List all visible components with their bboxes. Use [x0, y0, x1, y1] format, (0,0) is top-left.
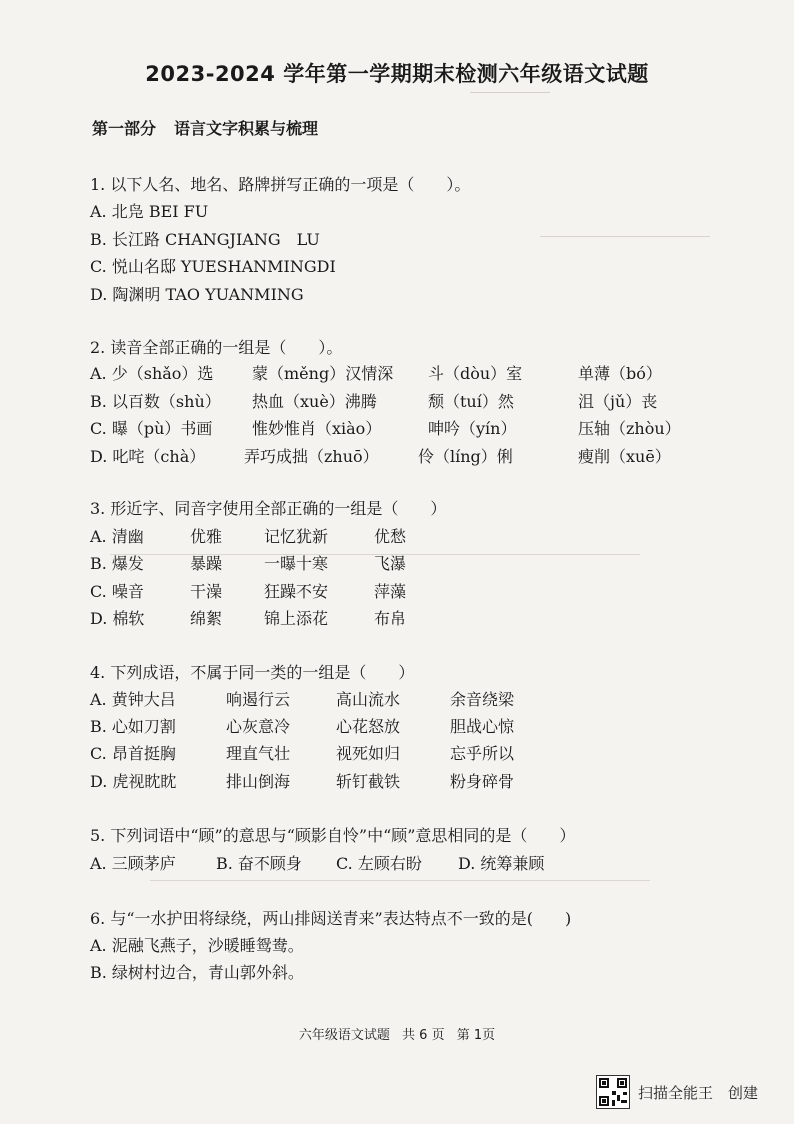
question-4-option: 粉身碎骨: [450, 772, 515, 791]
question-3-option: 萍藻: [374, 582, 407, 601]
question-3-option: C. 噪音: [90, 582, 144, 601]
question-5-option: C. 左顾右盼: [336, 854, 422, 873]
bleed-through-shadow: [150, 880, 650, 891]
question-2-option: 蒙（měng）汉情深: [252, 364, 394, 383]
exam-title: 2023-2024 学年第一学期期末检测六年级语文试题: [145, 62, 649, 86]
question-4-option: 理直气壮: [226, 744, 291, 763]
question-3-option: B. 爆发: [90, 554, 144, 573]
bleed-through-shadow: [540, 236, 710, 247]
question-2-option: 热血（xuè）沸腾: [252, 392, 377, 411]
question-5-stem: 5. 下列词语中“顾”的意思与“顾影自怜”中“顾”意思相同的是（ ）: [90, 826, 576, 845]
question-5-option: A. 三顾茅庐: [90, 854, 176, 873]
question-2-option: 呻吟（yín）: [428, 419, 517, 438]
question-4-option: 忘乎所以: [450, 744, 515, 763]
question-4-option: 心花怒放: [336, 717, 401, 736]
question-3-option: 布帛: [374, 609, 407, 628]
question-2-option: 颓（tuí）然: [428, 392, 514, 411]
question-3-option: 绵絮: [190, 609, 223, 628]
question-2-option: 瘦削（xuē）: [578, 447, 671, 466]
question-2-option: C. 曝（pù）书画: [90, 419, 213, 438]
question-2-option: B. 以百数（shù）: [90, 392, 221, 411]
section-name: 语言文字积累与梳理: [174, 119, 319, 138]
question-2-option: 弄巧成拙（zhuō）: [244, 447, 379, 466]
question-4-option: 响遏行云: [226, 690, 291, 709]
question-4-option: 排山倒海: [226, 772, 291, 791]
question-6-option-a: A. 泥融飞燕子，沙暖睡鸳鸯。: [90, 936, 304, 955]
question-3-option: A. 清幽: [90, 527, 144, 546]
footer-subject: 六年级语文试题: [298, 1028, 390, 1043]
question-5-option: B. 奋不顾身: [216, 854, 302, 873]
question-4-option: B. 心如刀割: [90, 717, 176, 736]
question-4-option: C. 昂首挺胸: [90, 744, 176, 763]
question-3-option: 优愁: [374, 527, 407, 546]
question-3-option: D. 棉软: [90, 609, 145, 628]
section-label: 第一部分: [92, 119, 157, 138]
question-4-option: 心灰意冷: [226, 717, 291, 736]
scanner-watermark: [596, 1074, 758, 1110]
question-2-option: 伶（líng）俐: [418, 447, 513, 466]
question-3-stem: 3. 形近字、同音字使用全部正确的一组是（ ）: [90, 499, 447, 518]
question-2-option: A. 少（shǎo）选: [90, 364, 214, 383]
question-3-option: 狂躁不安: [264, 582, 329, 601]
question-6-option-b: B. 绿树村边合，青山郭外斜。: [90, 963, 304, 982]
question-4-option: 视死如归: [336, 744, 401, 763]
question-5-option: D. 统筹兼顾: [458, 854, 545, 873]
question-2-option: D. 叱咤（chà）: [90, 447, 206, 466]
question-2-stem: 2. 读音全部正确的一组是（ ）。: [90, 338, 343, 357]
question-2-option: 惟妙惟肖（xiào）: [252, 419, 382, 438]
question-4-option: A. 黄钟大吕: [90, 690, 176, 709]
question-4-option: 胆战心惊: [450, 717, 515, 736]
footer-page-number: 第 1页: [456, 1028, 496, 1043]
question-1-option-c: C. 悦山名邸 YUESHANMINGDI: [90, 257, 336, 276]
question-3-option: 飞瀑: [374, 554, 407, 573]
question-3-option: 锦上添花: [264, 609, 329, 628]
question-6-stem: 6. 与“一水护田将绿绕，两山排闼送青来”表达特点不一致的是( ): [90, 909, 572, 928]
question-3-option: 暴躁: [190, 554, 223, 573]
scanner-label: 扫描全能王 创建: [638, 1083, 759, 1102]
page-footer: [0, 1024, 794, 1043]
section-heading: [92, 116, 318, 139]
question-3-option: 一曝十寒: [264, 554, 329, 573]
question-2-option: 沮（jǔ）丧: [578, 392, 658, 411]
question-1-option-b: B. 长江路 CHANGJIANG LU: [90, 230, 320, 249]
question-3-option: 干澡: [190, 582, 223, 601]
question-1-stem: 1. 以下人名、地名、路牌拼写正确的一项是（ ）。: [90, 175, 471, 194]
question-3-option: 记忆犹新: [264, 527, 329, 546]
footer-total-pages: 共 6 页: [402, 1028, 445, 1043]
question-4-option: 高山流水: [336, 690, 401, 709]
question-2-option: 单薄（bó）: [578, 364, 662, 383]
bleed-through-shadow: [470, 92, 550, 103]
question-3-option: 优雅: [190, 527, 223, 546]
question-4-option: 余音绕梁: [450, 690, 515, 709]
question-4-option: 斩钉截铁: [336, 772, 401, 791]
question-4-stem: 4. 下列成语，不属于同一类的一组是（ ）: [90, 663, 415, 682]
question-2-option: 压轴（zhòu）: [578, 419, 681, 438]
question-1-option-d: D. 陶渊明 TAO YUANMING: [90, 285, 304, 304]
question-2-option: 斗（dòu）室: [428, 364, 523, 383]
question-4-option: D. 虎视眈眈: [90, 772, 177, 791]
qr-code-icon: [596, 1075, 630, 1109]
question-1-option-a: A. 北凫 BEI FU: [90, 202, 209, 221]
